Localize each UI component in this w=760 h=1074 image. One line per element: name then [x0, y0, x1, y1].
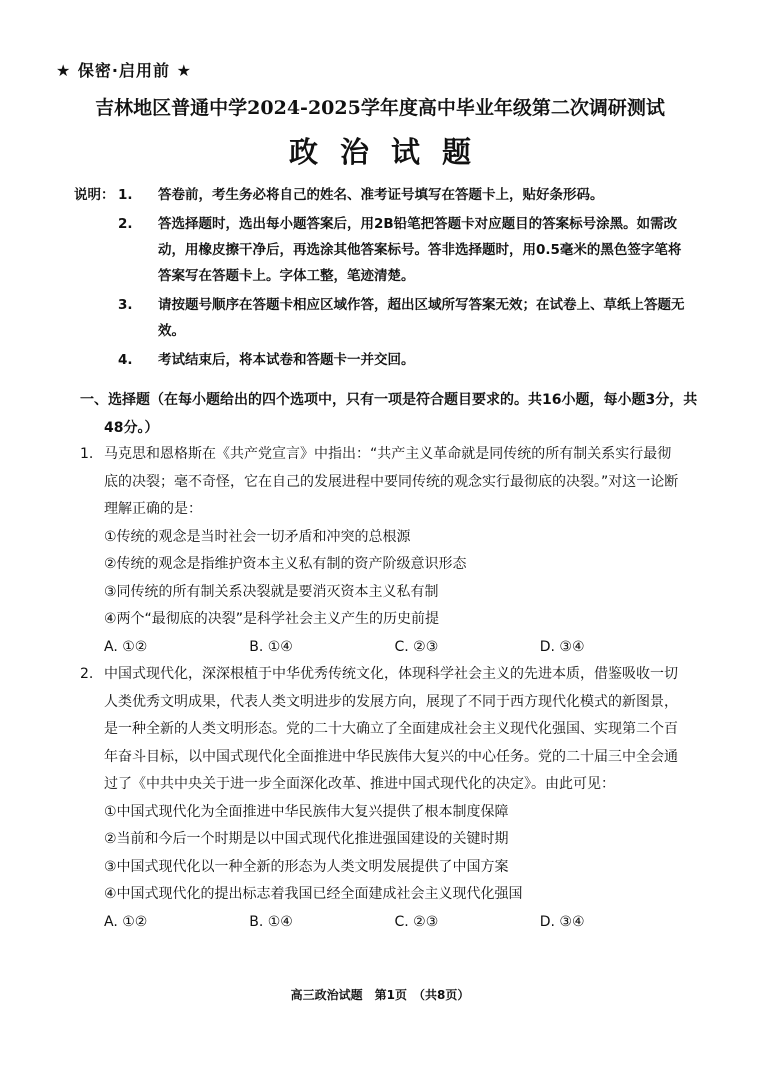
instructions-label: 说明： [74, 187, 115, 203]
instruction-number: 3. [118, 297, 133, 313]
statement-option: ②传统的观念是指维护资本主义私有制的资产阶级意识形态 [104, 556, 467, 572]
question-number: 1. [80, 446, 94, 462]
instruction-item-2 [118, 211, 688, 289]
statement-option: ④中国式现代化的提出标志着我国已经全面建成社会主义现代化强国 [104, 886, 523, 902]
subject-title: 政治试题 [288, 135, 493, 169]
question-2 [80, 661, 685, 936]
instruction-item-4 [118, 347, 688, 373]
statement-option: ③中国式现代化以一种全新的形态为人类文明发展提供了中国方案 [104, 858, 509, 875]
question-list [80, 441, 685, 936]
instruction-text: 考试结束后，将本试卷和答题卡一并交回。 [158, 352, 415, 368]
question-stem [80, 661, 685, 799]
statement-option: ①中国式现代化为全面推进中华民族伟大复兴提供了根本制度保障 [104, 803, 509, 820]
choice-d: D. ③④ [539, 913, 585, 930]
choice-c: C. ②③ [394, 638, 439, 655]
exam-title: 吉林地区普通中学2024-2025学年度高中毕业年级第二次调研测试 [95, 97, 665, 119]
choice-a: A. ①② [104, 638, 148, 655]
confidential-label: ★ 保密·启用前 ★ [56, 61, 192, 80]
instruction-number: 1. [118, 187, 133, 203]
question-text: 马克思和恩格斯在《共产党宣言》中指出：“共产主义革命就是同传统的所有制关系实行最彻底的决裂；毫不奇怪，它在自己的发展进程中要同传统的观念实行最彻底的决裂。”对这一论断理解正确的是： [104, 446, 679, 517]
question-text: 中国式现代化，深深根植于中华优秀传统文化，体现科学社会主义的先进本质，借鉴吸收一切人类优秀文明成果，代表人类文明进步的发展方向，展现了不同于西方现代化模式的新图景，是一种全新的人类文明形态。党的二十大确立了全面建成社会主义现代化强国、实现第二个百年奋斗目标，以中国式现代化全面推进中华民族伟大复兴的中心任务。党的二十届三中全会通过了《中共中央关于进一步全面深化改革、推进中国式现代化的决定》。由此可见： [104, 666, 678, 792]
statement-option: ①传统的观念是当时社会一切矛盾和冲突的总根源 [104, 528, 411, 545]
instruction-item-1 [74, 182, 688, 208]
question-stem [80, 441, 685, 524]
statement-option: ②当前和今后一个时期是以中国式现代化推进强国建设的关键时期 [104, 831, 509, 847]
statement-option: ④两个“最彻底的决裂”是科学社会主义产生的历史前提 [104, 611, 440, 627]
section-heading: 一、选择题（在每小题给出的四个选项中，只有一项是符合题目要求的。共16小题，每小题3分，共48分。） [80, 392, 698, 436]
instruction-number: 4. [118, 352, 133, 368]
instruction-text: 答选择题时，选出每小题答案后，用2B铅笔把答题卡对应题目的答案标号涂黑。如需改动，用橡皮擦干净后，再选涂其他答案标号。答非选择题时，用0.5毫米的黑色签字笔将答案写在答题卡上。字体工整，笔迹清楚。 [158, 216, 682, 284]
choice-b: B. ①④ [249, 638, 293, 655]
instruction-number: 2. [118, 216, 133, 232]
page-footer: 高三政治试题 第1页 （共8页） [290, 988, 470, 1002]
statement-option: ③同传统的所有制关系决裂就是要消灭资本主义私有制 [104, 583, 439, 600]
instruction-text: 答卷前，考生务必将自己的姓名、准考证号填写在答题卡上，贴好条形码。 [158, 187, 604, 203]
question-1 [80, 441, 685, 661]
choice-a: A. ①② [104, 913, 148, 930]
choice-d: D. ③④ [539, 638, 585, 655]
choice-b: B. ①④ [249, 913, 293, 930]
instruction-item-3 [118, 292, 688, 344]
choice-c: C. ②③ [394, 913, 439, 930]
instructions [74, 182, 688, 373]
question-number: 2. [80, 666, 94, 682]
answer-choices [80, 634, 685, 662]
answer-choices [80, 909, 685, 937]
instruction-text: 请按题号顺序在答题卡相应区域作答，超出区域所写答案无效；在试卷上、草纸上答题无效。 [158, 297, 685, 339]
